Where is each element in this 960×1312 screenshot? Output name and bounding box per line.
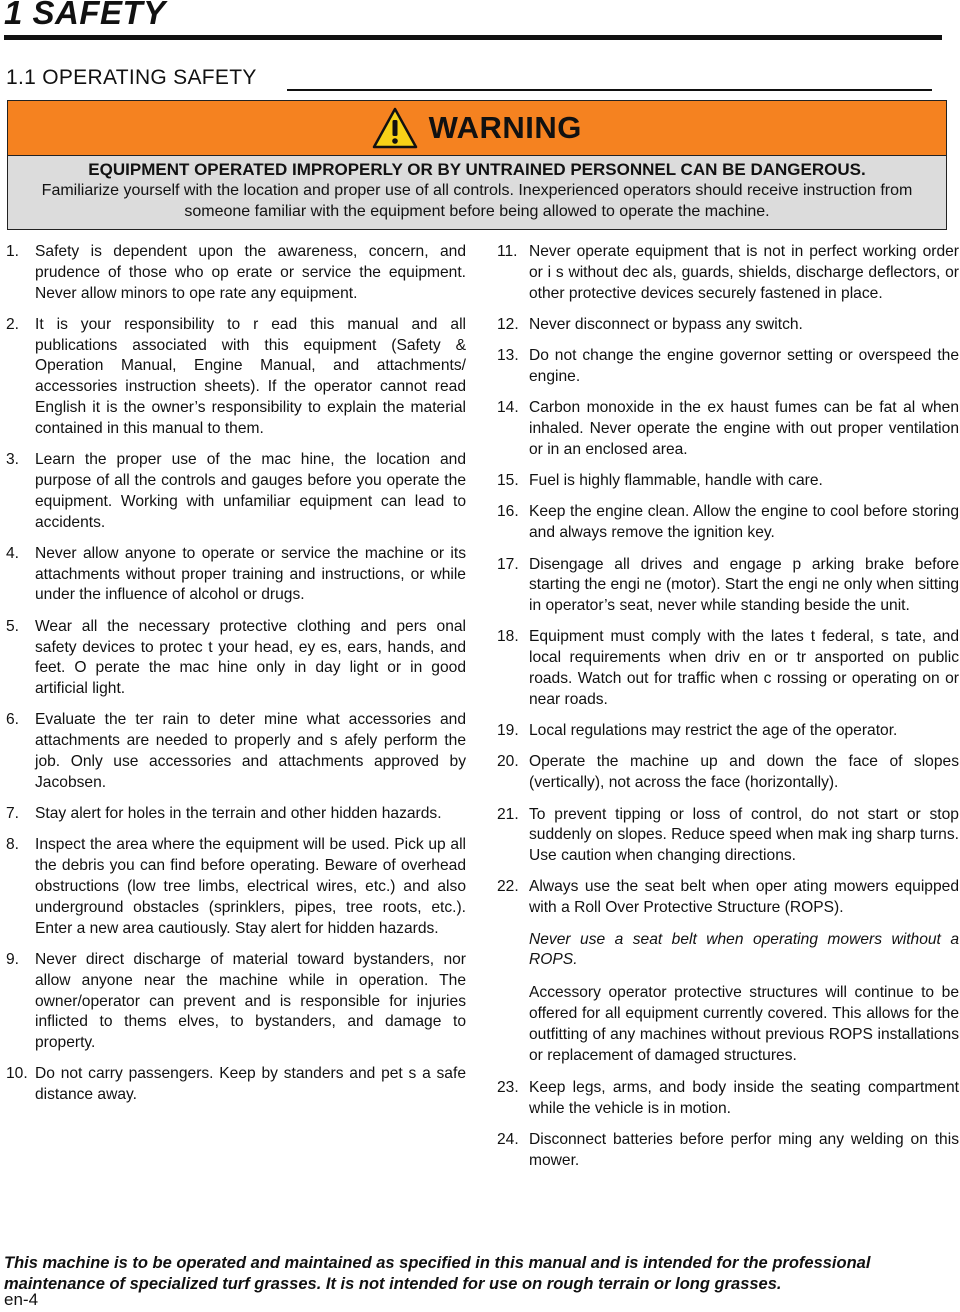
section-title: 1 SAFETY	[4, 0, 166, 31]
item-number: 20.	[497, 753, 519, 771]
item-text: Never operate equipment that is not in perfect working order or i s without dec als, guards, shields, discharge deflectors, or other protective devices securely fastened in place.	[529, 243, 959, 302]
warning-header	[8, 101, 946, 156]
item-number: 3.	[6, 451, 20, 469]
rops-note: Accessory operator protective structures will continue to be offered for all equipment currently covered. This allows for the outfitting of any machines without previous ROPS installations or replacement of damaged structures.	[529, 984, 959, 1064]
right-column	[497, 242, 959, 1182]
item-text: Keep legs, arms, and body inside the seating compartment while the vehicle is in motion.	[529, 1079, 959, 1118]
list-item	[497, 721, 959, 742]
item-number: 16.	[497, 503, 519, 521]
item-number: 7.	[6, 805, 20, 823]
list-item	[497, 1130, 959, 1172]
item-text: Carbon monoxide in the ex haust fumes can be fat al when inhaled. Never operate the engine with out proper ventilation or in an enclosed area.	[529, 399, 959, 458]
item-number: 1.	[6, 243, 20, 260]
list-item	[497, 752, 959, 794]
item-number: 21.	[497, 805, 519, 823]
item-text: Do not change the engine governor setting or overspeed the engine.	[529, 347, 959, 385]
item-text: Do not carry passengers. Keep by standers and pet s a safe distance away.	[35, 1065, 466, 1104]
left-column	[6, 242, 466, 1116]
item-text: Safety is dependent upon the awareness, concern, and prudence of those who op erate or service the equipment. Never allow minors to ope rate any equipment.	[35, 243, 466, 302]
item-number: 14.	[497, 399, 519, 417]
subsection-title: 1.1 OPERATING SAFETY	[6, 66, 257, 89]
item-number: 12.	[497, 315, 519, 333]
item-number: 6.	[6, 711, 20, 729]
list-item	[6, 835, 466, 939]
title-divider	[4, 35, 942, 40]
item-text: Never direct discharge of material toward bystanders, nor allow anyone near the machine while in operation. The owner/operator can prevent and is responsible for injuries inflicted to thems elves, to bystanders, and damage to property.	[35, 950, 466, 1052]
item-text: Fuel is highly flammable, handle with care.	[529, 472, 823, 490]
warning-text: Familiarize yourself with the location and proper use of all controls. Inexperienced operators should receive instruction from someone familiar with the equipment before being allowed to operate the machine.	[41, 182, 913, 220]
item-number: 2.	[6, 315, 20, 333]
item-number: 15.	[497, 472, 519, 490]
list-item	[6, 804, 466, 825]
item-text: Wear all the necessary protective clothing and pers onal safety devices to protec t your head, ey es, ears, hands, and feet. O perate the mac hine only in day light or in good artificial light.	[35, 617, 466, 698]
list-item	[497, 627, 959, 710]
item-text: Learn the proper use of the mac hine, the location and purpose of all the controls and gauges before you operate the equipment. Working with unfamiliar equipment can lead to accidents.	[35, 451, 466, 531]
item-number: 13.	[497, 347, 519, 365]
list-item	[6, 710, 466, 793]
item-text: Local regulations may restrict the age of the operator.	[529, 722, 898, 740]
warning-body	[8, 156, 946, 229]
item-number: 10.	[6, 1065, 28, 1083]
rops-italic-note: Never use a seat belt when operating mowers without a ROPS.	[529, 930, 959, 969]
list-item	[497, 242, 959, 304]
item-number: 19.	[497, 722, 519, 740]
list-item	[6, 950, 466, 1054]
item-number: 24.	[497, 1131, 519, 1149]
item-number: 8.	[6, 836, 20, 854]
subsection-divider	[287, 89, 932, 91]
footer-note: This machine is to be operated and maintained as specified in this manual and is intended for the professional maintenance of specialized turf grasses. It is not intended for use on rough terrain or long grasses.	[4, 1254, 871, 1293]
list-item	[497, 315, 959, 336]
warning-title: WARNING	[428, 110, 582, 145]
item-text: Keep the engine clean. Allow the engine to cool before storing and always remove the ignition key.	[529, 503, 959, 542]
item-number: 4.	[6, 544, 20, 562]
item-text: Evaluate the ter rain to deter mine what accessories and attachments are needed to properly and s afely perform the job. Only use accessories and attachments approved by Jacobsen.	[35, 711, 466, 791]
list-item	[497, 346, 959, 388]
item-text: Operate the machine up and down the face of slopes (vertically), not across the face (horizontally).	[529, 753, 959, 792]
item-text: Never disconnect or bypass any switch.	[529, 315, 803, 333]
item-number: 23.	[497, 1079, 519, 1097]
list-item	[6, 315, 466, 440]
item-text: Always use the seat belt when oper ating mowers equipped with a Roll Over Protective Structure (ROPS).	[529, 878, 959, 917]
list-item	[497, 877, 959, 919]
item-text: It is your responsibility to r ead this manual and all publications associated with this equipment (Safety & Operation Manual, Engine Manual, and attachments/ accessories instruction sheets). If the operator cannot read English it is the owner’s responsibility to explain the material contained in this manual to them.	[35, 315, 466, 437]
list-item	[497, 805, 959, 867]
list-item	[497, 502, 959, 544]
page-number: en-4	[4, 1290, 39, 1309]
list-item	[6, 544, 466, 606]
item-text: Disconnect batteries before perfor ming any welding on this mower.	[529, 1131, 959, 1170]
list-item	[6, 1064, 466, 1106]
item-number: 18.	[497, 628, 519, 646]
item-text: Inspect the area where the equipment will be used. Pick up all the debris you can find before operating. Beware of overhead obstructions (low tree limbs, electrical wires, etc.) and also underground obstacles (sprinklers, pipes, tree roots, etc.). Enter a new area cautiously. Stay alert for hidden hazards.	[35, 836, 466, 937]
warning-headline: EQUIPMENT OPERATED IMPROPERLY OR BY UNTRAINED PERSONNEL CAN BE DANGEROUS.	[88, 160, 866, 179]
list-item	[497, 1078, 959, 1120]
item-number: 17.	[497, 555, 519, 573]
warning-triangle-icon	[372, 107, 418, 149]
list-item	[497, 471, 959, 492]
item-number: 11.	[497, 243, 518, 260]
item-number: 9.	[6, 950, 20, 968]
item-text: Disengage all drives and engage p arking brake before starting the engi ne (motor). Start the engi ne only when sitting in operator’s seat, never while standing beside the unit.	[529, 555, 959, 615]
warning-box	[7, 100, 947, 230]
item-text: To prevent tipping or loss of control, do not start or stop suddenly on slopes. Reduce speed when mak ing sharp turns. Use caution when changing directions.	[529, 805, 959, 865]
item-number: 5.	[6, 617, 20, 635]
item-number: 22.	[497, 878, 519, 896]
item-text: Never allow anyone to operate or service the machine or its attachments without proper training and instructions, or while under the influence of alcohol or drugs.	[35, 544, 466, 604]
item-text: Equipment must comply with the lates t federal, s tate, and local requirements when driv en or tr ansported on public roads. Watch out for traffic when c rossing or operating on or near roads.	[529, 628, 959, 708]
list-item	[6, 450, 466, 533]
list-item	[6, 617, 466, 700]
list-item	[6, 242, 466, 304]
list-item	[497, 555, 959, 617]
item-text: Stay alert for holes in the terrain and other hidden hazards.	[35, 805, 442, 823]
list-item	[497, 398, 959, 460]
